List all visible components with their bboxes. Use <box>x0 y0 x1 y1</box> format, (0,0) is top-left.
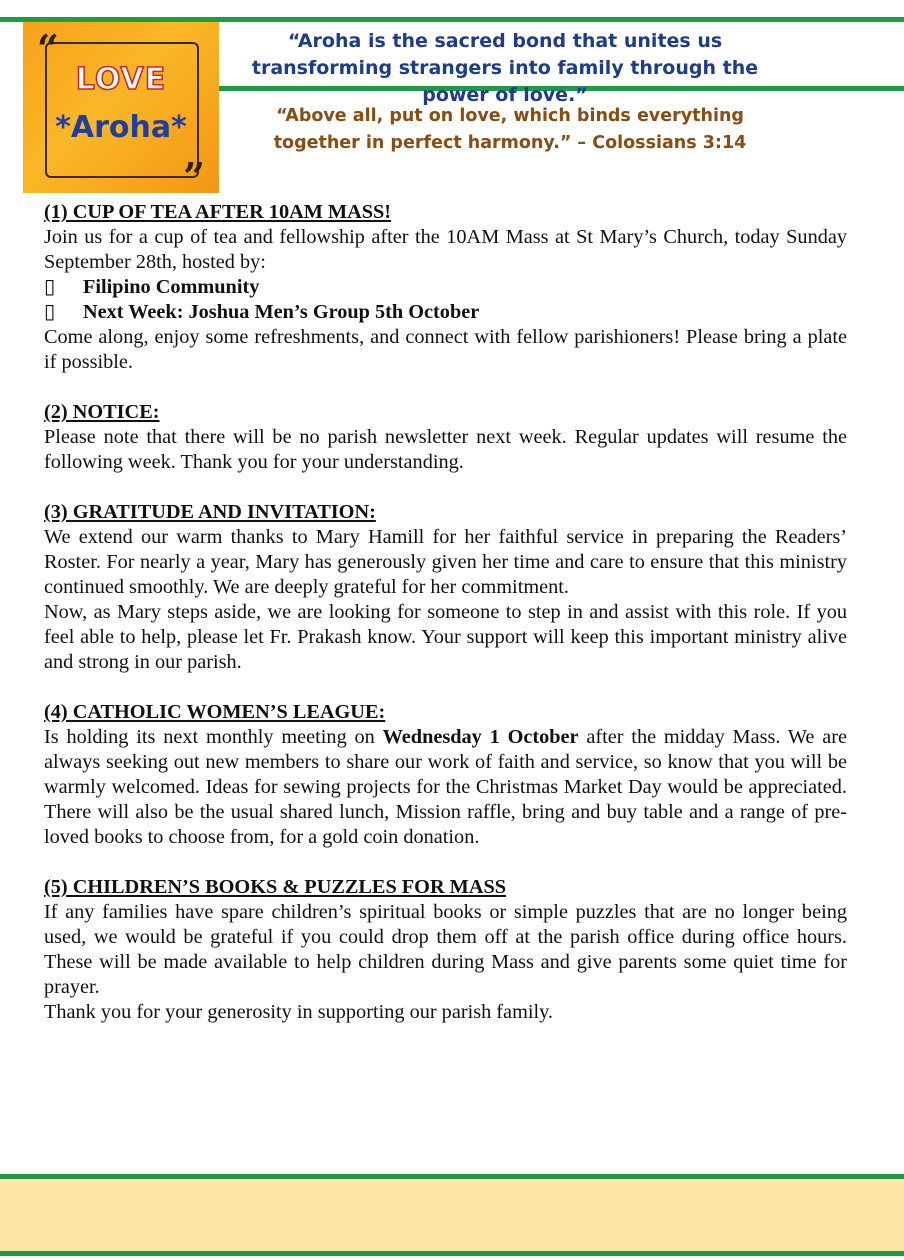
section-title-tea: (1) CUP OF TEA AFTER 10AM MASS! <box>44 201 392 223</box>
section-title-books: (5) CHILDREN’S BOOKS & PUZZLES FOR MASS <box>44 876 507 898</box>
gratitude-body-1: We extend our warm thanks to Mary Hamill for her faithful service in preparing the Readers’ Roster. For nearly a year, Mary has generously given her time and care to ensure that this ministry continued smoothly. We are deeply grateful for her commitment. <box>44 526 847 598</box>
tea-outro: Come along, enjoy some refreshments, and connect with fellow parishioners! Please bring a plate if possible. <box>44 326 847 373</box>
footer-band <box>0 1174 904 1256</box>
section-title-notice: (2) NOTICE: <box>44 401 160 423</box>
logo-aroha-text: *Aroha* <box>55 110 187 145</box>
section-title-cwl: (4) CATHOLIC WOMEN’S LEAGUE: <box>44 701 386 723</box>
open-quote-icon: “ <box>37 26 59 71</box>
cwl-meeting-date: Wednesday 1 October <box>382 726 579 748</box>
gratitude-body-2: Now, as Mary steps aside, we are looking for someone to step in and assist with this role. If you feel able to help, please let Fr. Prakash know. Your support will keep this important ministry alive and strong in our parish. <box>44 601 847 673</box>
bullet-text: Filipino Community <box>83 276 260 298</box>
aroha-quote: “Aroha is the sacred bond that unites us transforming strangers into family through the power of love.” <box>251 30 759 106</box>
tea-intro: Join us for a cup of tea and fellowship after the 10AM Mass at St Mary’s Church, today Sunday September 28th, hosted by: <box>44 226 847 273</box>
checkbox-icon: ▯ <box>44 276 56 298</box>
cwl-rest: after the midday Mass. We are always seeking out new members to share our work of faith and service, so know that you will be warmly welcomed. Ideas for sewing projects for the Christmas Market Day would be appreciated. There will also be the usual shared lunch, Mission raffle, bring and buy table and a range of pre-loved books to choose from, for a gold coin donation. <box>44 726 847 848</box>
list-item <box>44 300 847 325</box>
list-item <box>44 275 847 300</box>
logo-love-text: LOVE <box>75 62 167 97</box>
newsletter-body <box>44 200 847 1025</box>
checkbox-icon: ▯ <box>44 301 56 323</box>
section-title-gratitude: (3) GRATITUDE AND INVITATION: <box>44 501 376 523</box>
cwl-lead: Is holding its next monthly meeting on <box>44 726 383 748</box>
scripture-quote: “Above all, put on love, which binds everything together in perfect harmony.” – Colossians 3:14 <box>273 106 747 153</box>
aroha-logo <box>23 22 219 199</box>
close-quote-icon: ” <box>183 154 205 199</box>
notice-body: Please note that there will be no parish newsletter next week. Regular updates will resume the following week. Thank you for your understanding. <box>44 426 847 473</box>
books-body: If any families have spare children’s spiritual books or simple puzzles that are no longer being used, we would be grateful if you could drop them off at the parish office during office hours. These will be made available to help children during Mass and give parents some quiet time for prayer. <box>44 901 847 998</box>
bullet-text: Next Week: Joshua Men’s Group 5th October <box>83 301 480 323</box>
books-thanks: Thank you for your generosity in supporting our parish family. <box>44 1001 554 1023</box>
cwl-body <box>44 725 847 850</box>
